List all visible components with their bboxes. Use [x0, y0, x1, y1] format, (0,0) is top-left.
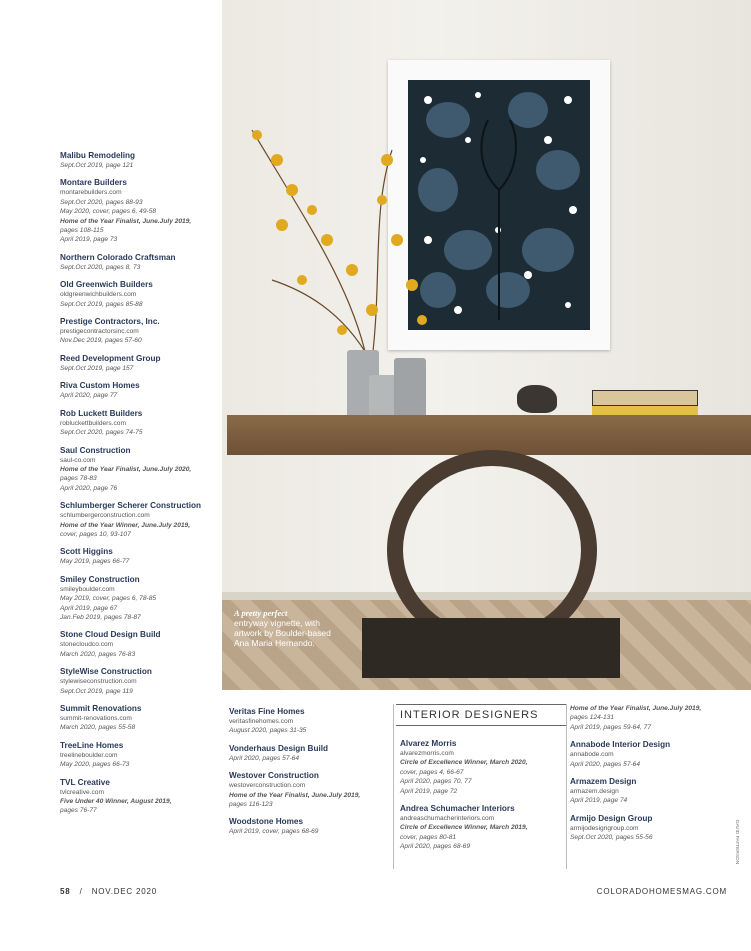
directory-entry — [229, 743, 389, 763]
directory-entry — [60, 629, 220, 659]
entry-detail-text: May 2020, pages 66-73 — [60, 761, 130, 769]
entry-detail-text: Sept.Oct 2020, pages 55-56 — [570, 834, 653, 842]
directory-entry — [60, 445, 220, 494]
entry-detail — [60, 188, 220, 197]
entry-detail — [60, 640, 220, 649]
entry-detail — [60, 521, 220, 530]
entry-detail — [60, 263, 220, 272]
middle-directory-column — [229, 706, 389, 844]
entry-detail-text: April 2020, pages 68-69 — [400, 843, 471, 851]
directory-entry — [60, 150, 220, 170]
entry-name: Montare Builders — [60, 178, 127, 188]
entry-detail-text: oldgreenwichbuilders.com — [60, 291, 137, 299]
entry-detail — [400, 749, 565, 758]
footer-left — [60, 887, 157, 896]
entry-detail-text: montarebuilders.com — [60, 189, 122, 197]
entry-detail-text: smileyboulder.com — [60, 585, 115, 593]
entry-detail — [60, 511, 220, 520]
entry-detail-text: April 2020, page 76 — [60, 484, 118, 492]
directory-entry — [60, 380, 220, 400]
entry-detail-text: Home of the Year Finalist, June.July 2019, — [229, 791, 361, 799]
entry-detail — [229, 754, 389, 763]
section-heading: INTERIOR DESIGNERS — [400, 709, 539, 721]
entry-detail — [60, 161, 220, 170]
entry-detail — [60, 391, 220, 400]
entry-detail — [229, 827, 389, 836]
continued-entry — [570, 704, 745, 732]
entry-detail — [60, 484, 220, 493]
entry-detail — [570, 796, 745, 805]
entry-detail-text: Nov.Dec 2019, pages 57-60 — [60, 337, 142, 345]
entry-detail-text: westoverconstruction.com — [229, 782, 306, 790]
entry-name: Smiley Construction — [60, 574, 140, 584]
entry-detail — [400, 758, 565, 767]
entry-detail-text: andreaschumacherinteriors.com — [400, 815, 495, 823]
entry-detail-text: May 2019, cover, pages 6, 78-85 — [60, 595, 157, 603]
entry-detail — [60, 198, 220, 207]
entry-detail — [400, 823, 565, 832]
entry-name: Malibu Remodeling — [60, 151, 136, 160]
entry-detail-text: stylewiseconstruction.com — [60, 678, 137, 686]
directory-entry — [60, 666, 220, 696]
entry-detail — [229, 800, 389, 809]
directory-entry — [60, 316, 220, 346]
entry-detail-text: cover, pages 10, 93-107 — [60, 530, 131, 538]
entry-detail — [60, 474, 220, 483]
entry-detail-text: Circle of Excellence Winner, March 2020, — [400, 759, 528, 767]
entry-name: Andrea Schumacher Interiors — [400, 804, 515, 814]
directory-entry — [60, 500, 220, 539]
table-plinth — [362, 618, 620, 678]
entry-detail-text: March 2020, pages 55-58 — [60, 724, 136, 732]
console-table-top — [227, 415, 751, 455]
entry-detail — [229, 726, 389, 735]
entry-detail — [229, 781, 389, 790]
column-divider — [393, 704, 394, 869]
directory-entry — [570, 813, 745, 843]
photo-credit: DAVID PATTERSON — [734, 820, 739, 865]
entry-detail — [400, 777, 565, 786]
entry-detail — [60, 456, 220, 465]
entry-detail — [60, 594, 220, 603]
entry-name: Northern Colorado Craftsman — [60, 252, 176, 262]
entry-detail — [60, 465, 220, 474]
entry-detail — [60, 300, 220, 309]
entry-detail — [60, 207, 220, 216]
entry-detail — [570, 787, 745, 796]
entry-detail-text: Home of the Year Finalist, June.July 2020, — [60, 465, 192, 473]
entry-name: Rob Luckett Builders — [60, 408, 143, 418]
right-directory-column — [570, 704, 745, 850]
entry-detail-text: April 2019, cover, pages 68-69 — [229, 828, 319, 836]
entry-name: Schlumberger Scherer Construction — [60, 501, 202, 511]
directory-entry — [60, 177, 220, 244]
entry-detail-text: armazem.design — [570, 788, 619, 796]
entry-detail — [60, 235, 220, 244]
entry-detail — [60, 687, 220, 696]
entry-detail-text: stonecloudco.com — [60, 641, 114, 649]
left-directory-column — [60, 150, 220, 823]
entry-detail — [570, 723, 745, 732]
entry-detail-text: Sept.Oct 2020, pages 88-93 — [60, 198, 143, 206]
directory-entry — [60, 408, 220, 438]
entry-detail — [400, 814, 565, 823]
entry-detail-text: pages 124-131 — [570, 714, 614, 722]
entry-detail — [60, 604, 220, 613]
entry-name: Reed Development Group — [60, 353, 161, 363]
entry-detail-text: March 2020, pages 76-83 — [60, 650, 136, 658]
entry-detail-text: April 2019, page 74 — [570, 797, 628, 805]
entry-name: Veritas Fine Homes — [229, 707, 305, 716]
entry-detail-text: Sept.Oct 2019, pages 85-88 — [60, 300, 143, 308]
entry-detail — [60, 336, 220, 345]
directory-entry — [229, 816, 389, 836]
directory-entry — [60, 353, 220, 373]
caption-body: entryway vignette, with artwork by Boulder-based Ana Maria Hernando. — [234, 618, 331, 648]
entry-name: StyleWise Construction — [60, 667, 152, 677]
entry-name: Riva Custom Homes — [60, 381, 140, 391]
entry-detail-text: summit-renovations.com — [60, 715, 132, 722]
entry-detail-text: schlumbergerconstruction.com — [60, 512, 150, 520]
entry-detail — [60, 557, 220, 566]
entry-detail-text: robluckettbuilders.com — [60, 419, 126, 427]
entry-detail — [60, 217, 220, 226]
entry-detail — [60, 613, 220, 622]
entry-detail-text: saul-co.com — [60, 456, 96, 464]
mineral-specimen — [517, 385, 557, 413]
entry-detail-text: May 2019, pages 66-77 — [60, 558, 130, 566]
entry-name: Woodstone Homes — [229, 817, 303, 827]
entry-detail — [60, 585, 220, 594]
entry-detail-text: veritasfinehomes.com — [229, 718, 294, 725]
entry-detail-text: prestigecontractorsinc.com — [60, 328, 139, 336]
entry-detail-text: April 2020, pages 70, 77 — [400, 778, 472, 786]
entry-detail — [400, 842, 565, 851]
entry-detail — [60, 650, 220, 659]
entry-detail-text: pages 76-77 — [60, 807, 97, 815]
directory-entry — [60, 740, 220, 770]
entry-detail — [570, 704, 745, 713]
directory-entry — [60, 574, 220, 623]
entry-detail — [60, 419, 220, 428]
entry-name: TVL Creative — [60, 777, 110, 787]
yellow-branch-arrangement — [222, 110, 462, 370]
entry-detail — [60, 290, 220, 299]
entry-detail-text: Sept.Oct 2019, page 121 — [60, 162, 134, 169]
directory-entry — [570, 739, 745, 769]
directory-entry — [60, 252, 220, 272]
site-url: COLORADOHOMESMAG.COM — [596, 887, 727, 896]
entry-detail — [229, 717, 389, 726]
entry-detail-text: April 2019, pages 59-64, 77 — [570, 723, 652, 731]
entry-detail-text: Sept.Oct 2019, page 119 — [60, 687, 133, 695]
directory-entry — [400, 738, 565, 796]
entry-detail — [400, 768, 565, 777]
photo-caption — [234, 608, 346, 648]
entry-detail-text: armijodesigngroup.com — [570, 824, 639, 832]
entry-name: Westover Construction — [229, 771, 319, 781]
entry-detail-text: May 2020, cover, pages 6, 49-58 — [60, 208, 157, 216]
directory-entry — [60, 777, 220, 816]
entry-detail-text: Home of the Year Finalist, June.July 2019, — [570, 705, 702, 712]
entry-name: Stone Cloud Design Build — [60, 630, 161, 640]
entry-name: TreeLine Homes — [60, 740, 124, 750]
entry-detail — [400, 833, 565, 842]
entry-detail-text: pages 78-83 — [60, 475, 97, 483]
entry-name: Annabode Interior Design — [570, 740, 671, 750]
entry-detail — [400, 787, 565, 796]
entry-detail-text: April 2020, page 77 — [60, 392, 118, 400]
entry-detail-text: cover, pages 80-81 — [400, 833, 457, 841]
entry-detail-text: April 2019, page 67 — [60, 604, 118, 612]
directory-entry — [229, 770, 389, 809]
entry-detail — [60, 751, 220, 760]
entry-detail — [60, 714, 220, 723]
entry-detail — [60, 327, 220, 336]
entry-detail-text: Sept.Oct 2020, pages 8, 73 — [60, 263, 141, 271]
entry-detail — [60, 677, 220, 686]
entry-detail — [60, 428, 220, 437]
entry-detail-text: Jan.Feb 2019, pages 78-87 — [60, 613, 141, 621]
entry-name: Alvarez Morris — [400, 739, 457, 748]
entry-detail-text: alvarezmorris.com — [400, 750, 454, 757]
entry-detail — [60, 530, 220, 539]
entry-detail — [60, 364, 220, 373]
directory-entry — [60, 279, 220, 309]
entry-detail-text: April 2020, pages 57-64 — [229, 754, 300, 762]
entry-detail-text: annabode.com — [570, 751, 614, 759]
entry-detail-text: tvlcreative.com — [60, 788, 104, 796]
entry-detail-text: pages 108-115 — [60, 227, 104, 235]
directory-entry — [60, 703, 220, 733]
entry-detail — [60, 806, 220, 815]
entry-name: Armijo Design Group — [570, 813, 653, 823]
entryway-photo — [222, 0, 751, 690]
entry-name: Prestige Contractors, Inc. — [60, 317, 160, 327]
entry-detail-text: Home of the Year Winner, June.July 2019, — [60, 521, 191, 529]
entry-name: Armazem Design — [570, 777, 637, 787]
entry-name: Scott Higgins — [60, 547, 113, 557]
entry-detail — [570, 760, 745, 769]
issue-date: NOV.DEC 2020 — [91, 887, 158, 896]
entry-detail-text: pages 116-123 — [229, 801, 273, 809]
entry-detail-text: April 2020, pages 57-64 — [570, 760, 641, 768]
entry-detail — [570, 833, 745, 842]
directory-entry — [60, 546, 220, 566]
entry-name: Old Greenwich Builders — [60, 280, 153, 290]
entry-detail — [570, 824, 745, 833]
entry-detail — [229, 791, 389, 800]
directory-entry — [400, 803, 565, 852]
entry-name: Vonderhaus Design Build — [229, 743, 329, 753]
entry-detail-text: Circle of Excellence Winner, March 2019, — [400, 824, 528, 832]
entry-detail — [60, 788, 220, 797]
entry-detail-text: treelineboulder.com — [60, 751, 118, 759]
entry-detail-text: April 2019, page 73 — [60, 236, 118, 244]
entry-detail-text: August 2020, pages 31-35 — [229, 727, 307, 735]
entry-detail — [60, 723, 220, 732]
entry-detail — [570, 750, 745, 759]
entry-detail-text: Sept.Oct 2019, page 157 — [60, 364, 134, 372]
entry-detail-text: April 2019, page 72 — [400, 787, 458, 795]
entry-detail — [570, 713, 745, 722]
entry-detail — [60, 797, 220, 806]
directory-entry — [229, 706, 389, 736]
entry-detail-text: Sept.Oct 2020, pages 74-75 — [60, 429, 143, 437]
directory-entry — [570, 776, 745, 806]
entry-detail — [60, 760, 220, 769]
caption-lead: A pretty perfect — [234, 608, 288, 618]
interior-designers-heading-box — [396, 704, 566, 726]
entry-detail-text: Five Under 40 Winner, August 2019, — [60, 798, 172, 806]
page-number: 58 — [60, 887, 71, 896]
entry-name: Saul Construction — [60, 445, 131, 455]
entry-detail-text: cover, pages 4, 66-67 — [400, 768, 464, 776]
footer-separator: / — [79, 887, 83, 896]
interior-designers-column — [400, 738, 565, 859]
entry-name: Summit Renovations — [60, 704, 142, 713]
column-divider-right — [566, 704, 567, 869]
entry-detail-text: Home of the Year Finalist, June.July 2019, — [60, 217, 192, 225]
entry-detail — [60, 226, 220, 235]
